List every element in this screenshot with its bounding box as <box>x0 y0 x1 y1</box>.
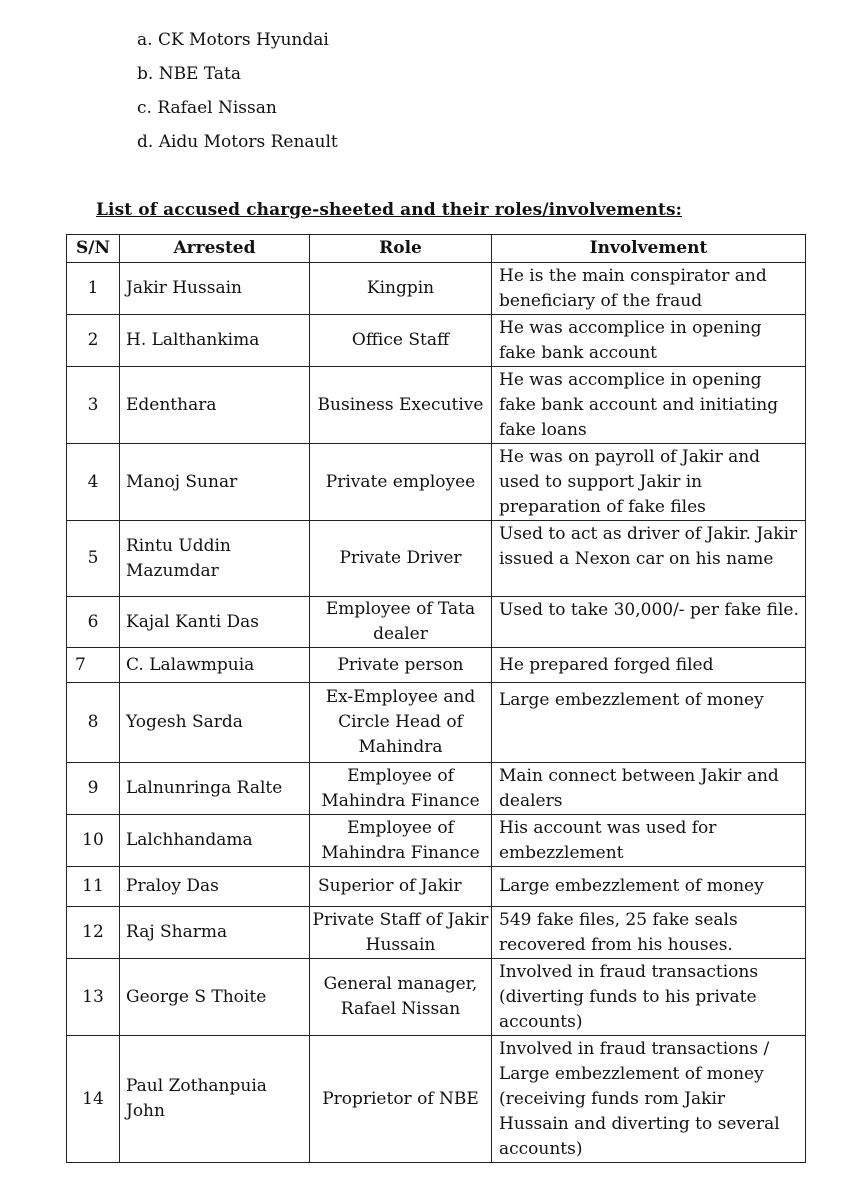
cell-involvement: His account was used for embezzlement <box>492 815 806 867</box>
cell-sn: 5 <box>67 521 120 597</box>
dealer-item: d. Aidu Motors Renault <box>137 132 338 152</box>
dealer-list <box>137 30 338 166</box>
section-heading: List of accused charge-sheeted and their roles/involvements: <box>96 200 683 220</box>
cell-involvement: He was accomplice in opening fake bank account <box>492 315 806 367</box>
cell-involvement: Used to take 30,000/- per fake file. <box>492 597 806 648</box>
dealer-item: b. NBE Tata <box>137 64 241 84</box>
dealer-item: a. CK Motors Hyundai <box>137 30 329 50</box>
cell-arrested: Rintu Uddin Mazumdar <box>120 521 310 597</box>
cell-sn: 11 <box>67 867 120 907</box>
cell-role: Employee of Mahindra Finance <box>310 763 492 815</box>
cell-role: Superior of Jakir <box>310 867 492 907</box>
cell-sn: 12 <box>67 907 120 959</box>
dealer-item: c. Rafael Nissan <box>137 98 277 118</box>
cell-involvement: 549 fake files, 25 fake seals recovered from his houses. <box>492 907 806 959</box>
cell-arrested: Yogesh Sarda <box>120 683 310 763</box>
cell-sn: 13 <box>67 959 120 1036</box>
cell-arrested: Praloy Das <box>120 867 310 907</box>
header-arrested: Arrested <box>120 235 310 263</box>
cell-sn: 6 <box>67 597 120 648</box>
cell-involvement: He is the main conspirator and beneficiary of the fraud <box>492 263 806 315</box>
header-involvement: Involvement <box>492 235 806 263</box>
cell-arrested: Jakir Hussain <box>120 263 310 315</box>
cell-role: Kingpin <box>310 263 492 315</box>
cell-sn: 2 <box>67 315 120 367</box>
cell-arrested: Raj Sharma <box>120 907 310 959</box>
accused-table <box>66 234 806 1163</box>
table-row <box>67 763 806 815</box>
table-row <box>67 521 806 597</box>
header-sn: S/N <box>67 235 120 263</box>
cell-arrested: Edenthara <box>120 367 310 444</box>
cell-sn: 7 <box>67 648 120 683</box>
cell-involvement: Large embezzlement of money <box>492 683 806 763</box>
table-row <box>67 815 806 867</box>
cell-sn: 9 <box>67 763 120 815</box>
cell-involvement: Used to act as driver of Jakir. Jakir issued a Nexon car on his name <box>492 521 806 597</box>
cell-involvement: He prepared forged filed <box>492 648 806 683</box>
table-row <box>67 263 806 315</box>
table-row <box>67 444 806 521</box>
cell-role: Ex-Employee and Circle Head of Mahindra <box>310 683 492 763</box>
table-row <box>67 907 806 959</box>
cell-sn: 4 <box>67 444 120 521</box>
cell-arrested: H. Lalthankima <box>120 315 310 367</box>
cell-involvement: Large embezzlement of money <box>492 867 806 907</box>
table-row <box>67 1036 806 1163</box>
cell-sn: 10 <box>67 815 120 867</box>
table-row <box>67 959 806 1036</box>
cell-arrested: Manoj Sunar <box>120 444 310 521</box>
cell-role: Employee of Mahindra Finance <box>310 815 492 867</box>
cell-arrested: C. Lalawmpuia <box>120 648 310 683</box>
cell-involvement: Involved in fraud transactions (diverting funds to his private accounts) <box>492 959 806 1036</box>
cell-involvement: Main connect between Jakir and dealers <box>492 763 806 815</box>
cell-arrested: George S Thoite <box>120 959 310 1036</box>
cell-involvement: He was accomplice in opening fake bank account and initiating fake loans <box>492 367 806 444</box>
table-row <box>67 683 806 763</box>
cell-arrested: Lalchhandama <box>120 815 310 867</box>
cell-sn: 14 <box>67 1036 120 1163</box>
table-row <box>67 315 806 367</box>
cell-sn: 8 <box>67 683 120 763</box>
cell-sn: 1 <box>67 263 120 315</box>
cell-role: General manager, Rafael Nissan <box>310 959 492 1036</box>
header-role: Role <box>310 235 492 263</box>
cell-role: Business Executive <box>310 367 492 444</box>
cell-involvement: He was on payroll of Jakir and used to support Jakir in preparation of fake files <box>492 444 806 521</box>
cell-role: Private Staff of Jakir Hussain <box>310 907 492 959</box>
cell-arrested: Paul Zothanpuia John <box>120 1036 310 1163</box>
table-header-row <box>67 235 806 263</box>
cell-involvement: Involved in fraud transactions / Large embezzlement of money (receiving funds rom Jakir Hussain and diverting to several accounts) <box>492 1036 806 1163</box>
cell-role: Proprietor of NBE <box>310 1036 492 1163</box>
table-row <box>67 367 806 444</box>
table-row <box>67 867 806 907</box>
cell-role: Office Staff <box>310 315 492 367</box>
cell-arrested: Lalnunringa Ralte <box>120 763 310 815</box>
cell-role: Employee of Tata dealer <box>310 597 492 648</box>
cell-role: Private person <box>310 648 492 683</box>
cell-role: Private employee <box>310 444 492 521</box>
cell-arrested: Kajal Kanti Das <box>120 597 310 648</box>
cell-role: Private Driver <box>310 521 492 597</box>
cell-sn: 3 <box>67 367 120 444</box>
table-row <box>67 597 806 648</box>
table-row <box>67 648 806 683</box>
